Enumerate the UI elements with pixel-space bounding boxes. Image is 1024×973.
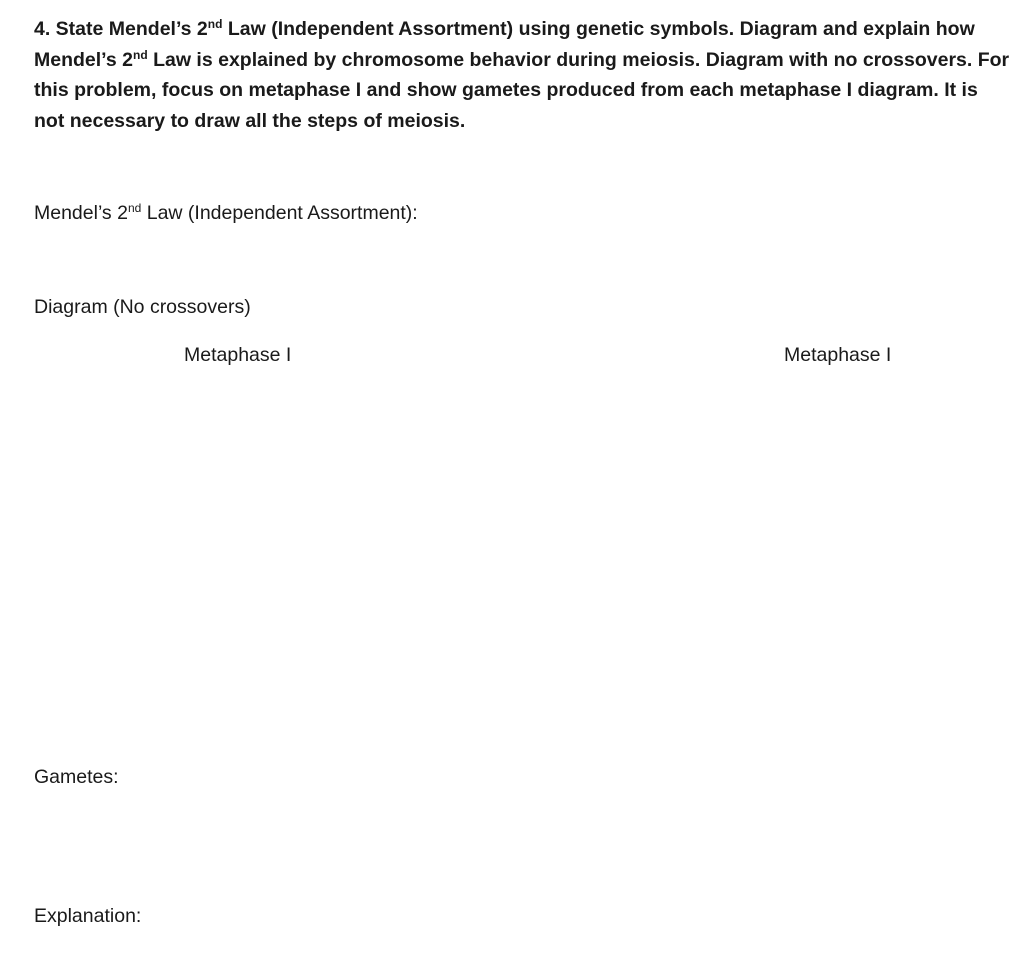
question-line-text: Mendel’s 2 [34, 48, 133, 71]
question-line-text: 4. State Mendel’s 2 [34, 18, 208, 40]
gametes-label: Gametes: [34, 766, 119, 788]
metaphase-right-label: Metaphase I [784, 344, 892, 366]
law-statement-label [34, 200, 418, 226]
explanation-label: Explanation: [34, 905, 142, 927]
question-line-text: Law is explained by chromosome behavior during meiosis. Diagram with no crossovers. For [147, 48, 1010, 71]
law-label-text: Mendel’s 2 [34, 202, 128, 224]
question-line: this problem, focus on metaphase I and show gametes produced from each metaphase I diagram. It is [34, 79, 978, 101]
diagram-label: Diagram (No crossovers) [34, 296, 251, 318]
law-label-text: Law (Independent Assortment): [141, 202, 418, 224]
ordinal-superscript: nd [127, 201, 142, 215]
metaphase-left-label: Metaphase I [184, 344, 292, 366]
question-line [34, 14, 1009, 45]
ordinal-superscript: nd [207, 17, 223, 31]
question-line-text: Law (Independent Assortment) using genetic symbols. Diagram and explain how [222, 18, 975, 40]
question-line [34, 45, 1009, 76]
ordinal-superscript: nd [132, 47, 148, 62]
question-prompt [34, 14, 1009, 136]
question-line: not necessary to draw all the steps of meiosis. [34, 109, 466, 132]
